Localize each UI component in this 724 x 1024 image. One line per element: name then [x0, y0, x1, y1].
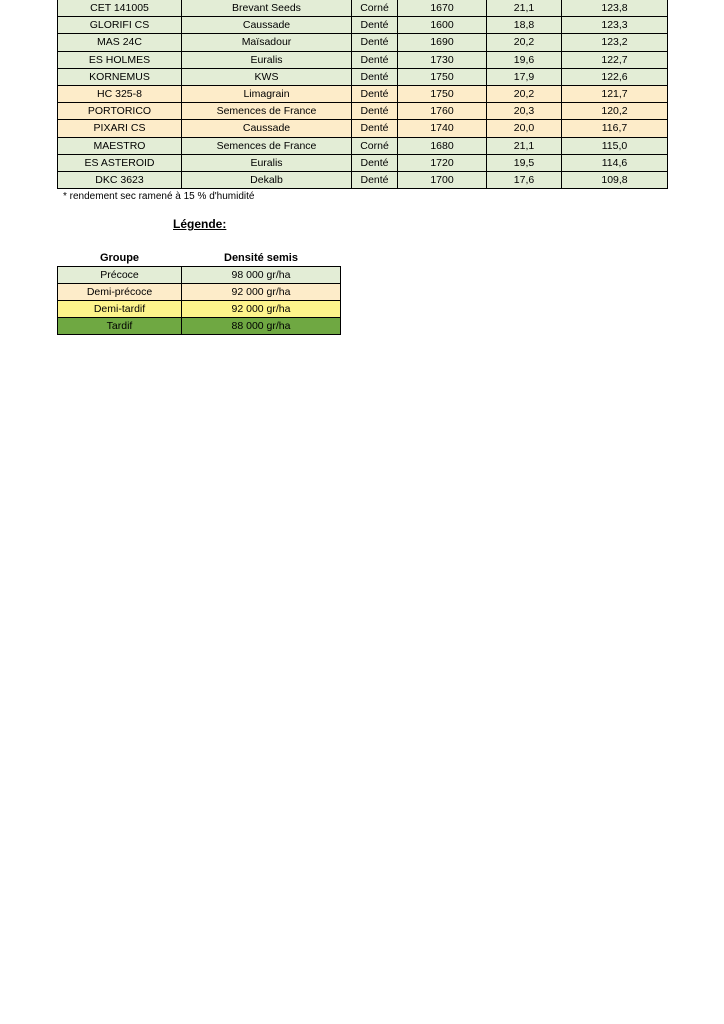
legend-cell-group: Demi-tardif: [58, 301, 182, 318]
cell-company: Semences de France: [182, 103, 352, 120]
legend-cell-group: Demi-précoce: [58, 284, 182, 301]
table-row: [58, 154, 668, 171]
cell-type: Corné: [352, 0, 398, 17]
table-row: [58, 103, 668, 120]
legend-cell-density: 92 000 gr/ha: [182, 284, 341, 301]
cell-company: Maïsadour: [182, 34, 352, 51]
cell-yield: 116,7: [562, 120, 668, 137]
cell-variety: ES ASTEROID: [58, 154, 182, 171]
cell-moisture: 19,6: [487, 51, 562, 68]
cell-yield: 123,2: [562, 34, 668, 51]
cell-variety: CET 141005: [58, 0, 182, 17]
table-row: [58, 171, 668, 188]
cell-company: Euralis: [182, 51, 352, 68]
legend-row: [58, 284, 341, 301]
cell-variety: GLORIFI CS: [58, 17, 182, 34]
cell-variety: DKC 3623: [58, 171, 182, 188]
cell-moisture: 18,8: [487, 17, 562, 34]
cell-index: 1750: [398, 85, 487, 102]
cell-yield: 123,3: [562, 17, 668, 34]
cell-type: Denté: [352, 17, 398, 34]
cell-moisture: 21,1: [487, 137, 562, 154]
legend-row: [58, 267, 341, 284]
cell-moisture: 20,3: [487, 103, 562, 120]
cell-moisture: 20,2: [487, 85, 562, 102]
legend-header-group: Groupe: [99, 252, 140, 264]
cell-company: Euralis: [182, 154, 352, 171]
cell-index: 1670: [398, 0, 487, 17]
legend-cell-density: 88 000 gr/ha: [182, 318, 341, 335]
cell-company: Limagrain: [182, 85, 352, 102]
cell-yield: 122,6: [562, 68, 668, 85]
table-row: [58, 0, 668, 17]
cell-moisture: 21,1: [487, 0, 562, 17]
legend-cell-group: Tardif: [58, 318, 182, 335]
cell-variety: MAESTRO: [58, 137, 182, 154]
table-row: [58, 17, 668, 34]
legend-table: [57, 250, 341, 335]
cell-variety: KORNEMUS: [58, 68, 182, 85]
cell-moisture: 20,2: [487, 34, 562, 51]
cell-index: 1720: [398, 154, 487, 171]
cell-yield: 121,7: [562, 85, 668, 102]
cell-index: 1740: [398, 120, 487, 137]
cell-moisture: 17,9: [487, 68, 562, 85]
cell-yield: 114,6: [562, 154, 668, 171]
results-table-body: [58, 0, 668, 189]
cell-index: 1750: [398, 68, 487, 85]
cell-index: 1730: [398, 51, 487, 68]
cell-yield: 109,8: [562, 171, 668, 188]
cell-yield: 122,7: [562, 51, 668, 68]
cell-variety: HC 325-8: [58, 85, 182, 102]
legend-table-body: [58, 267, 341, 335]
legend-title: Légende:: [173, 217, 227, 231]
legend-row: [58, 318, 341, 335]
yield-footnote: * rendement sec ramené à 15 % d'humidité: [63, 191, 255, 202]
cell-variety: PIXARI CS: [58, 120, 182, 137]
cell-company: KWS: [182, 68, 352, 85]
cell-type: Denté: [352, 154, 398, 171]
cell-type: Corné: [352, 137, 398, 154]
results-table: [57, 0, 668, 189]
cell-type: Denté: [352, 120, 398, 137]
cell-company: Brevant Seeds: [182, 0, 352, 17]
legend-header-row: [58, 250, 341, 267]
cell-yield: 120,2: [562, 103, 668, 120]
table-row: [58, 85, 668, 102]
cell-moisture: 17,6: [487, 171, 562, 188]
legend-row: [58, 301, 341, 318]
cell-type: Denté: [352, 85, 398, 102]
cell-type: Denté: [352, 171, 398, 188]
cell-moisture: 19,5: [487, 154, 562, 171]
cell-index: 1600: [398, 17, 487, 34]
cell-type: Denté: [352, 68, 398, 85]
table-row: [58, 120, 668, 137]
legend-cell-density: 98 000 gr/ha: [182, 267, 341, 284]
cell-company: Semences de France: [182, 137, 352, 154]
table-row: [58, 68, 668, 85]
table-row: [58, 51, 668, 68]
cell-moisture: 20,0: [487, 120, 562, 137]
cell-type: Denté: [352, 103, 398, 120]
cell-index: 1690: [398, 34, 487, 51]
cell-type: Denté: [352, 34, 398, 51]
cell-index: 1680: [398, 137, 487, 154]
cell-index: 1760: [398, 103, 487, 120]
cell-variety: MAS 24C: [58, 34, 182, 51]
cell-variety: ES HOLMES: [58, 51, 182, 68]
cell-yield: 115,0: [562, 137, 668, 154]
legend-header-density: Densité semis: [224, 252, 298, 264]
cell-company: Caussade: [182, 120, 352, 137]
cell-index: 1700: [398, 171, 487, 188]
legend-cell-density: 92 000 gr/ha: [182, 301, 341, 318]
cell-variety: PORTORICO: [58, 103, 182, 120]
legend-cell-group: Précoce: [58, 267, 182, 284]
table-row: [58, 137, 668, 154]
cell-company: Caussade: [182, 17, 352, 34]
cell-type: Denté: [352, 51, 398, 68]
cell-yield: 123,8: [562, 0, 668, 17]
table-row: [58, 34, 668, 51]
cell-company: Dekalb: [182, 171, 352, 188]
